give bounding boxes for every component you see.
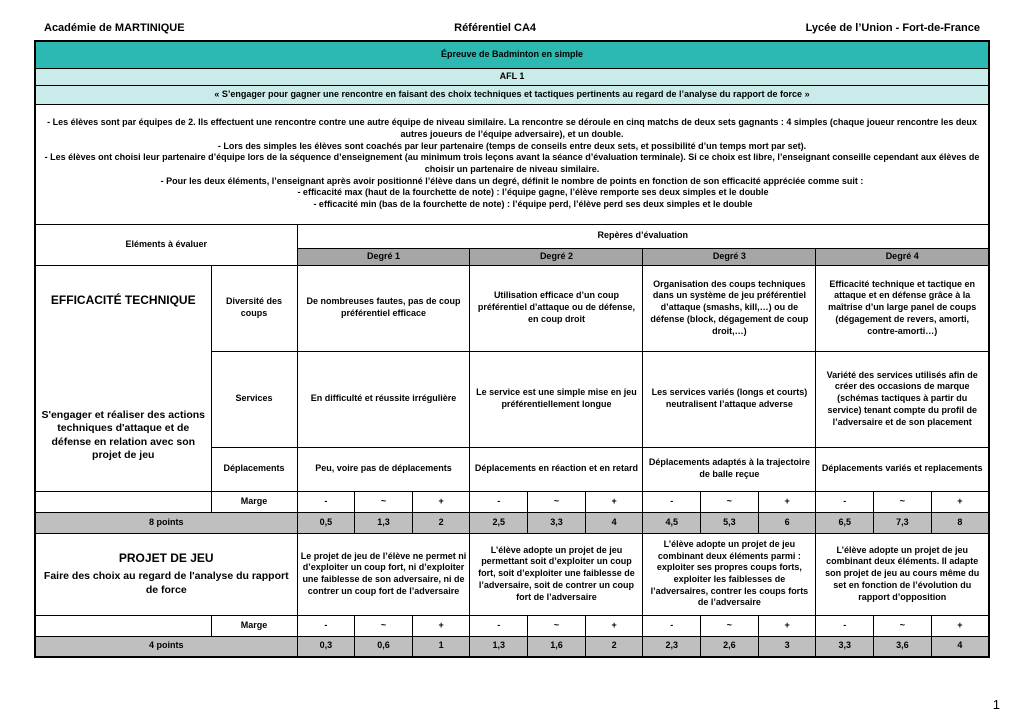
reperes-header: Repères d’évaluation [297, 224, 989, 248]
points-value: 0,6 [355, 636, 413, 657]
cell-services-degre3: Les services variés (longs et courts) neutralisent l’attaque adverse [643, 351, 816, 447]
marge-empty-cell [35, 615, 211, 636]
marge-symbol: ~ [528, 491, 586, 512]
marge-symbol: - [470, 615, 528, 636]
cell-services-degre2: Le service est une simple mise en jeu préférentiellement longue [470, 351, 643, 447]
cell-projet-degre2: L’élève adopte un projet de jeu permettant soit d’exploiter un coup fort, soit d’exploiter une faiblesse de l’adversaire, soit de contrer un coup fort de l’adversaire [470, 533, 643, 615]
cell-diversite-degre1: De nombreuses fautes, pas de coup préférentiel efficace [297, 265, 470, 351]
points-4-label: 4 points [35, 636, 297, 657]
marge-symbol: - [643, 491, 701, 512]
cell-projet-degre1: Le projet de jeu de l’élève ne permet ni d’exploiter un coup fort, ni d’exploiter une faiblesse de son adversaire, ni de contrer un coup fort de l’adversaire [297, 533, 470, 615]
cell-diversite-degre4: Efficacité technique et tactique en attaque et en défense grâce à la maîtrise d’un large panel de coups (dégagement de revers, amorti, contre-amorti…) [816, 265, 989, 351]
points-value: 1 [412, 636, 470, 657]
marge-symbol: - [643, 615, 701, 636]
points-value: 1,3 [355, 512, 413, 533]
points-value: 1,6 [528, 636, 586, 657]
points-value: 2,3 [643, 636, 701, 657]
cell-diversite-degre3: Organisation des coups techniques dans un système de jeu préférentiel d’attaque (smashs, kill,…) ou de défense (block, dégagement de coup droit,…) [643, 265, 816, 351]
cell-diversite-degre2: Utilisation efficace d’un coup préférentiel d’attaque ou de défense, en coup droit [470, 265, 643, 351]
points-value: 4 [931, 636, 989, 657]
marge-symbol: + [931, 491, 989, 512]
row-label-services: Services [211, 351, 297, 447]
marge-symbol: ~ [355, 491, 413, 512]
degree-1-header: Degré 1 [297, 248, 470, 265]
rubric-table [34, 40, 990, 658]
description-line: - efficacité min (bas de la fourchette de note) : l’équipe perd, l’élève perd ses deux simples et le double [313, 199, 753, 210]
marge-symbol: - [816, 491, 874, 512]
points-value: 6 [758, 512, 816, 533]
points-value: 0,5 [297, 512, 355, 533]
points-value: 4 [585, 512, 643, 533]
description-line: - Les élèves ont choisi leur partenaire d’équipe lors de la séquence d’enseignement (au minimum trois leçons avant la séance d’évaluation terminale). Si ce choix est libre, l’enseignant conseille cependant aux élèves de choisir un partenaire de niveau similaire. [44, 152, 980, 174]
points-value: 5,3 [701, 512, 759, 533]
cell-deplacements-degre3: Déplacements adaptés à la trajectoire de balle reçue [643, 447, 816, 491]
row-label-deplacements: Déplacements [211, 447, 297, 491]
marge-label-efficacite: Marge [211, 491, 297, 512]
marge-symbol: + [758, 615, 816, 636]
efficacite-subtitle: S'engager et réaliser des actions techniques d'attaque et de défense en relation avec son projet de jeu [41, 408, 206, 462]
projet-subtitle: Faire des choix au regard de l'analyse du rapport de force [43, 570, 289, 596]
marge-symbol: + [585, 491, 643, 512]
marge-symbol: - [470, 491, 528, 512]
points-value: 8 [931, 512, 989, 533]
marge-symbol: - [297, 491, 355, 512]
efficacite-title: EFFICACITÉ TECHNIQUE [50, 292, 196, 307]
afl-label: AFL 1 [35, 68, 989, 85]
marge-symbol: ~ [874, 615, 932, 636]
points-8-label: 8 points [35, 512, 297, 533]
description-block [39, 117, 985, 211]
header-academy: Académie de MARTINIQUE [44, 22, 185, 34]
points-value: 4,5 [643, 512, 701, 533]
marge-symbol: + [931, 615, 989, 636]
points-value: 1,3 [470, 636, 528, 657]
degree-4-header: Degré 4 [816, 248, 989, 265]
points-value: 3,3 [528, 512, 586, 533]
cell-deplacements-degre4: Déplacements variés et replacements [816, 447, 989, 491]
cell-projet-degre4: L’élève adopte un projet de jeu combinant deux éléments. Il adapte son projet de jeu au cours même du set en fonction de l’évolution du rapport d’opposition [816, 533, 989, 615]
marge-symbol: ~ [528, 615, 586, 636]
description-cell [35, 104, 989, 224]
efficacite-technique-cell [35, 265, 211, 491]
points-value: 2,6 [701, 636, 759, 657]
marge-symbol: ~ [355, 615, 413, 636]
marge-symbol: ~ [874, 491, 932, 512]
points-value: 6,5 [816, 512, 874, 533]
points-value: 0,3 [297, 636, 355, 657]
points-value: 3,6 [874, 636, 932, 657]
cell-services-degre4: Variété des services utilisés afin de créer des occasions de marque (schémas tactiques à partir du service) tenant compte du profil de l’adversaire et de son placement [816, 351, 989, 447]
row-label-diversite: Diversité des coups [211, 265, 297, 351]
marge-symbol: - [297, 615, 355, 636]
projet-title: PROJET DE JEU [118, 550, 214, 565]
marge-symbol: ~ [701, 615, 759, 636]
points-value: 3,3 [816, 636, 874, 657]
marge-symbol: + [412, 615, 470, 636]
elements-header: Eléments à évaluer [35, 224, 297, 265]
marge-label-projet: Marge [211, 615, 297, 636]
cell-deplacements-degre1: Peu, voire pas de déplacements [297, 447, 470, 491]
page-number: 1 [992, 697, 1000, 712]
description-line: - Les élèves sont par équipes de 2. Ils effectuent une rencontre contre une autre équipe de niveau similaire. La rencontre se déroule en cinq matchs de deux sets gagnants : 4 simples (chaque joueur rencontre les deux autres joueurs de l’équipe adversaire), et un double. [47, 117, 977, 139]
points-value: 7,3 [874, 512, 932, 533]
description-line: - Pour les deux éléments, l’enseignant après avoir positionné l’élève dans un degré, définit le nombre de points en fonction de son efficacité appréciée comme suit : [160, 175, 864, 186]
cell-services-degre1: En difficulté et réussite irrégulière [297, 351, 470, 447]
points-value: 2 [412, 512, 470, 533]
cell-deplacements-degre2: Déplacements en réaction et en retard [470, 447, 643, 491]
points-value: 3 [758, 636, 816, 657]
projet-de-jeu-cell [35, 533, 297, 615]
marge-empty-cell [35, 491, 211, 512]
cell-projet-degre3: L’élève adopte un projet de jeu combinant deux éléments parmi : exploiter ses propres coups forts, exploiter les faiblesses de l’adversaires, contrer les coups forts de l’adversaire [643, 533, 816, 615]
afl-quote: « S’engager pour gagner une rencontre en faisant des choix techniques et tactiques pertinents au regard de l’analyse du rapport de force » [35, 85, 989, 104]
points-value: 2,5 [470, 512, 528, 533]
page-title: Épreuve de Badminton en simple [35, 41, 989, 68]
marge-symbol: + [412, 491, 470, 512]
marge-symbol: - [816, 615, 874, 636]
degree-2-header: Degré 2 [470, 248, 643, 265]
marge-symbol: + [758, 491, 816, 512]
document-header [34, 22, 990, 34]
marge-symbol: + [585, 615, 643, 636]
description-line: - efficacité max (haut de la fourchette de note) : l’équipe gagne, l’élève remporte ses deux simples et le double [297, 187, 769, 198]
header-school: Lycée de l’Union - Fort-de-France [805, 22, 980, 34]
header-referentiel: Référentiel CA4 [454, 22, 537, 34]
points-value: 2 [585, 636, 643, 657]
degree-3-header: Degré 3 [643, 248, 816, 265]
description-line: - Lors des simples les élèves sont coachés par leur partenaire (temps de conseils entre deux sets, et possibilité d’un temps mort par set). [217, 140, 807, 151]
marge-symbol: ~ [701, 491, 759, 512]
